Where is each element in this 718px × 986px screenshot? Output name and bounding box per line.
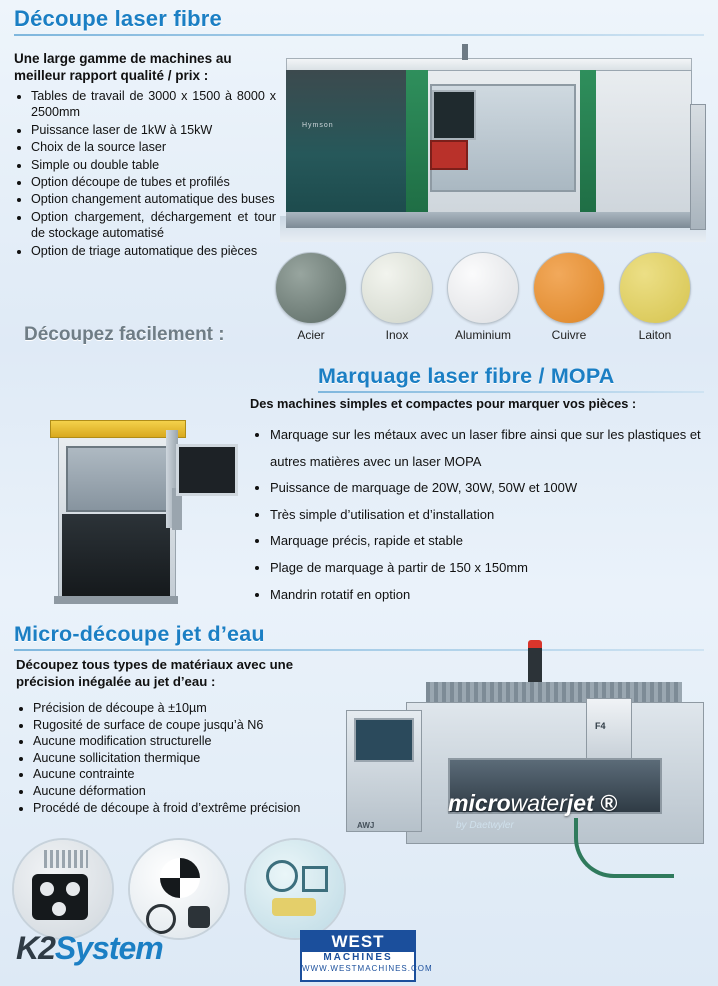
sample-image: [246, 840, 344, 938]
list-item: • Simple ou double table: [31, 157, 276, 173]
list-item: • Option changement automatique des buses: [31, 191, 276, 207]
marking-machine-cabinet: [62, 514, 170, 596]
machine-green-panel-right: [580, 70, 596, 212]
section-marking-heading: [318, 364, 704, 393]
material-swatch: [274, 252, 348, 342]
list-item: • Option chargement, déchargement et tour de stockage automatisé: [31, 209, 276, 242]
waterjet-hose: [574, 818, 674, 878]
waterjet-screen: [354, 718, 414, 762]
materials-swatch-row: [274, 252, 704, 350]
marking-laser-machine-photo: [40, 368, 240, 606]
list-item: • Plage de marquage à partir de 150 x 150mm: [270, 555, 706, 582]
logo-line-3: WWW.WESTMACHINES.COM: [302, 964, 433, 973]
list-item: • Marquage sur les métaux avec un laser fibre ainsi que sur les plastiques et autres matières avec un laser MOPA: [270, 422, 706, 475]
material-label: Aluminium: [454, 328, 511, 342]
machine-control-panel: [432, 90, 476, 140]
material-disc-cuivre: [533, 252, 605, 324]
machine-green-panel-left: [406, 70, 428, 212]
section1-subtitle: Découpez facilement :: [24, 324, 225, 345]
cabinet-label: AWJ: [357, 821, 375, 830]
material-disc-laiton: [619, 252, 691, 324]
brand-part-3: jet ®: [566, 790, 618, 816]
list-item: • Puissance de marquage de 20W, 30W, 50W et 100W: [270, 475, 706, 502]
list-item: • Option de triage automatique des pièces: [31, 243, 276, 259]
section1-divider: [14, 34, 704, 36]
brand-part-1: micro: [448, 790, 511, 816]
machine-screen: [430, 140, 468, 170]
sample-image: [130, 840, 228, 938]
machine-brand-label: Hymson: [302, 122, 334, 129]
section-laser-cutting-heading: [14, 6, 704, 36]
section1-bullet-list: [14, 88, 276, 260]
section2-title: Marquage laser fibre / MOPA: [318, 364, 615, 388]
section3-intro: Découpez tous types de matériaux avec une précision inégalée au jet d’eau :: [16, 657, 294, 689]
signal-tower: [528, 648, 542, 682]
material-label: Cuivre: [551, 328, 587, 342]
machine-enclosure-dark: [286, 70, 406, 212]
marking-machine-monitor: [176, 444, 238, 496]
list-item: • Aucune modification structurelle: [33, 733, 362, 750]
waterjet-brand-sub: by Daetwyler: [456, 820, 514, 831]
sample-parts-row: [6, 838, 360, 938]
material-swatch: [532, 252, 606, 342]
section2-divider: [318, 391, 704, 393]
brand-main: System: [54, 930, 163, 966]
list-item: • Choix de la source laser: [31, 139, 276, 155]
sample-photo-3: [244, 838, 346, 940]
marking-machine-base: [54, 596, 178, 604]
material-swatch: [360, 252, 434, 342]
sample-image: [14, 840, 112, 938]
section1-intro: Une large gamme de machines au meilleur rapport qualité / prix :: [14, 51, 232, 83]
west-machines-logo: [300, 930, 433, 982]
list-item: • Option découpe de tubes et profilés: [31, 174, 276, 190]
material-disc-aluminium: [447, 252, 519, 324]
material-label: Inox: [385, 328, 409, 342]
material-label: Acier: [297, 328, 325, 342]
list-item: • Aucune contrainte: [33, 766, 362, 783]
list-item: • Procédé de découpe à froid d’extrême précision: [33, 800, 362, 817]
section1-title: Découpe laser fibre: [14, 6, 222, 31]
list-item: • Marquage précis, rapide et stable: [270, 528, 706, 555]
fiber-laser-machine-photo: [280, 44, 706, 242]
material-label: Laiton: [638, 328, 672, 342]
machine-extension: [690, 104, 706, 230]
logo-line-2: MACHINES: [323, 952, 393, 963]
waterjet-machine-photo: [338, 640, 710, 890]
waterjet-brand: [448, 790, 617, 817]
cutting-head-label: F4: [595, 721, 606, 731]
list-item: • Rugosité de surface de coupe jusqu’à N6: [33, 717, 362, 734]
company-brand: [16, 930, 163, 967]
section2-bullet-list: [250, 422, 706, 608]
list-item: • Tables de travail de 3000 x 1500 à 8000 x 2500mm: [31, 88, 276, 121]
list-item: • Précision de découpe à ±10µm: [33, 700, 362, 717]
logo-line-1: WEST: [302, 932, 414, 952]
list-item: • Aucune sollicitation thermique: [33, 750, 362, 767]
material-swatch: [618, 252, 692, 342]
brand-prefix: K2: [16, 930, 55, 966]
list-item: • Aucune déformation: [33, 783, 362, 800]
brand-part-2: water: [510, 790, 567, 816]
waterjet-cutting-head: [586, 698, 632, 762]
section2-intro: Des machines simples et compactes pour marquer vos pièces :: [250, 396, 637, 411]
list-item: • Puissance laser de 1kW à 15kW: [31, 122, 276, 138]
machine-exhaust: [462, 44, 468, 60]
material-disc-acier: [275, 252, 347, 324]
material-disc-inox: [361, 252, 433, 324]
sample-photo-1: [12, 838, 114, 940]
section3-title: Micro-découpe jet d’eau: [14, 622, 265, 646]
machine-rail: [286, 212, 690, 228]
list-item: • Très simple d’utilisation et d’installation: [270, 502, 706, 529]
section3-bullet-list: [16, 700, 362, 816]
material-swatch: [446, 252, 520, 342]
list-item: • Mandrin rotatif en option: [270, 582, 706, 609]
marking-machine-window: [66, 446, 168, 512]
sample-photo-2: [128, 838, 230, 940]
